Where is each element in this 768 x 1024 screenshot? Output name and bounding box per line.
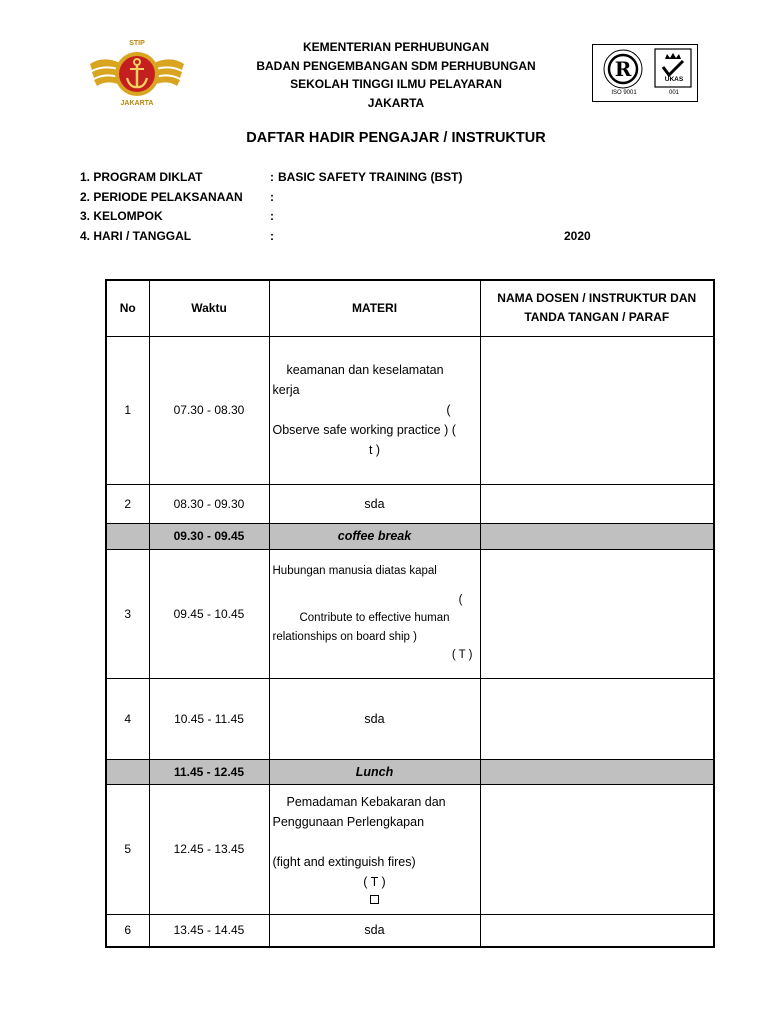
info-row-tanggal xyxy=(80,227,620,247)
table-row xyxy=(106,336,714,484)
signature-cell[interactable] xyxy=(480,784,714,914)
logo-bottom-text: JAKARTA xyxy=(120,100,154,107)
header-line-2: BADAN PENGEMBANGAN SDM PERHUBUNGAN xyxy=(256,58,536,73)
info-colon: : xyxy=(270,209,274,223)
info-row-periode xyxy=(80,188,620,208)
program-info xyxy=(80,168,620,246)
info-label: 2. PERIODE PELAKSANAAN xyxy=(80,189,243,204)
signature-cell[interactable] xyxy=(480,336,714,484)
row-materi: sda xyxy=(269,678,480,759)
cert-number: 001 xyxy=(668,90,679,96)
materi-line: ( xyxy=(458,593,463,606)
materi-line: ( xyxy=(446,403,451,417)
materi-line: ( T ) xyxy=(451,649,473,662)
materi-spacer xyxy=(273,581,477,591)
signature-cell[interactable] xyxy=(480,678,714,759)
break-label: Lunch xyxy=(269,759,480,784)
materi-line: Penggunaan Perlengkapan xyxy=(272,815,425,829)
row-time: 09.30 - 09.45 xyxy=(149,523,269,549)
materi-line: kerja xyxy=(272,383,300,397)
header-line-4: JAKARTA xyxy=(367,95,425,110)
table-row xyxy=(106,678,714,759)
break-row xyxy=(106,523,714,549)
placeholder-glyph-icon xyxy=(273,892,477,906)
row-no: 4 xyxy=(106,678,149,759)
table-row xyxy=(106,484,714,523)
info-year: 2020 xyxy=(564,228,591,243)
materi-spacer xyxy=(273,832,477,852)
logo-top-text: STIP xyxy=(129,40,145,47)
row-no: 3 xyxy=(106,549,149,678)
materi-line: Hubungan manusia diatas kapal xyxy=(272,565,437,578)
signature-cell xyxy=(480,523,714,549)
header-materi: MATERI xyxy=(269,280,480,336)
materi-line: keamanan dan keselamatan xyxy=(286,363,444,377)
row-time: 09.45 - 10.45 xyxy=(149,549,269,678)
header-nama-line-2: TANDA TANGAN / PARAF xyxy=(524,310,670,325)
institution-header xyxy=(235,38,557,112)
row-materi xyxy=(269,549,480,678)
materi-line: (fight and extinguish fires) xyxy=(272,855,416,869)
certification-logo xyxy=(592,44,698,102)
row-materi: sda xyxy=(269,914,480,947)
break-row xyxy=(106,759,714,784)
info-label: 4. HARI / TANGGAL xyxy=(80,228,192,243)
table-row xyxy=(106,549,714,678)
row-materi: sda xyxy=(269,484,480,523)
row-time: 13.45 - 14.45 xyxy=(149,914,269,947)
header-line-1: KEMENTERIAN PERHUBUNGAN xyxy=(302,40,489,54)
info-value: BASIC SAFETY TRAINING (BST) xyxy=(278,170,463,184)
signature-cell[interactable] xyxy=(480,549,714,678)
row-time: 12.45 - 13.45 xyxy=(149,784,269,914)
row-no: 1 xyxy=(106,336,149,484)
row-no: 2 xyxy=(106,484,149,523)
header-nama xyxy=(480,280,714,336)
stip-logo xyxy=(88,38,186,110)
svg-text:R: R xyxy=(614,57,632,81)
signature-cell[interactable] xyxy=(480,914,714,947)
signature-cell xyxy=(480,759,714,784)
info-row-program xyxy=(80,168,620,188)
table-header-row xyxy=(106,280,714,336)
materi-line: Pemadaman Kebakaran dan xyxy=(286,795,446,809)
header-no: No xyxy=(106,280,149,336)
break-label: coffee break xyxy=(269,523,480,549)
info-label: 1. PROGRAM DIKLAT xyxy=(80,170,203,184)
row-time: 11.45 - 12.45 xyxy=(149,759,269,784)
signature-cell[interactable] xyxy=(480,484,714,523)
row-no: 6 xyxy=(106,914,149,947)
ukas-label: UKAS xyxy=(664,76,684,83)
materi-line: ( T ) xyxy=(363,875,386,889)
header-waktu: Waktu xyxy=(149,280,269,336)
table-row xyxy=(106,784,714,914)
materi-line: Contribute to effective human xyxy=(299,612,450,625)
row-no xyxy=(106,523,149,549)
row-materi xyxy=(269,336,480,484)
attendance-table xyxy=(105,279,715,948)
document-title: DAFTAR HADIR PENGAJAR / INSTRUKTUR xyxy=(246,130,546,146)
materi-line: t ) xyxy=(368,443,381,457)
row-no: 5 xyxy=(106,784,149,914)
row-materi xyxy=(269,784,480,914)
header-nama-line-1: NAMA DOSEN / INSTRUKTUR DAN xyxy=(497,291,697,306)
info-colon: : xyxy=(270,228,274,243)
iso-label: ISO 9001 xyxy=(611,90,637,96)
row-time: 10.45 - 11.45 xyxy=(149,678,269,759)
row-time: 08.30 - 09.30 xyxy=(149,484,269,523)
materi-line: Observe safe working practice ) ( xyxy=(272,423,456,437)
row-time: 07.30 - 08.30 xyxy=(149,336,269,484)
row-no xyxy=(106,759,149,784)
table-row xyxy=(106,914,714,947)
info-label: 3. KELOMPOK xyxy=(80,209,163,223)
info-row-kelompok xyxy=(80,207,620,227)
info-colon: : xyxy=(270,189,274,204)
info-colon: : xyxy=(270,170,274,184)
materi-line: relationships on board ship ) xyxy=(272,630,417,643)
header-line-3: SEKOLAH TINGGI ILMU PELAYARAN xyxy=(290,77,502,91)
